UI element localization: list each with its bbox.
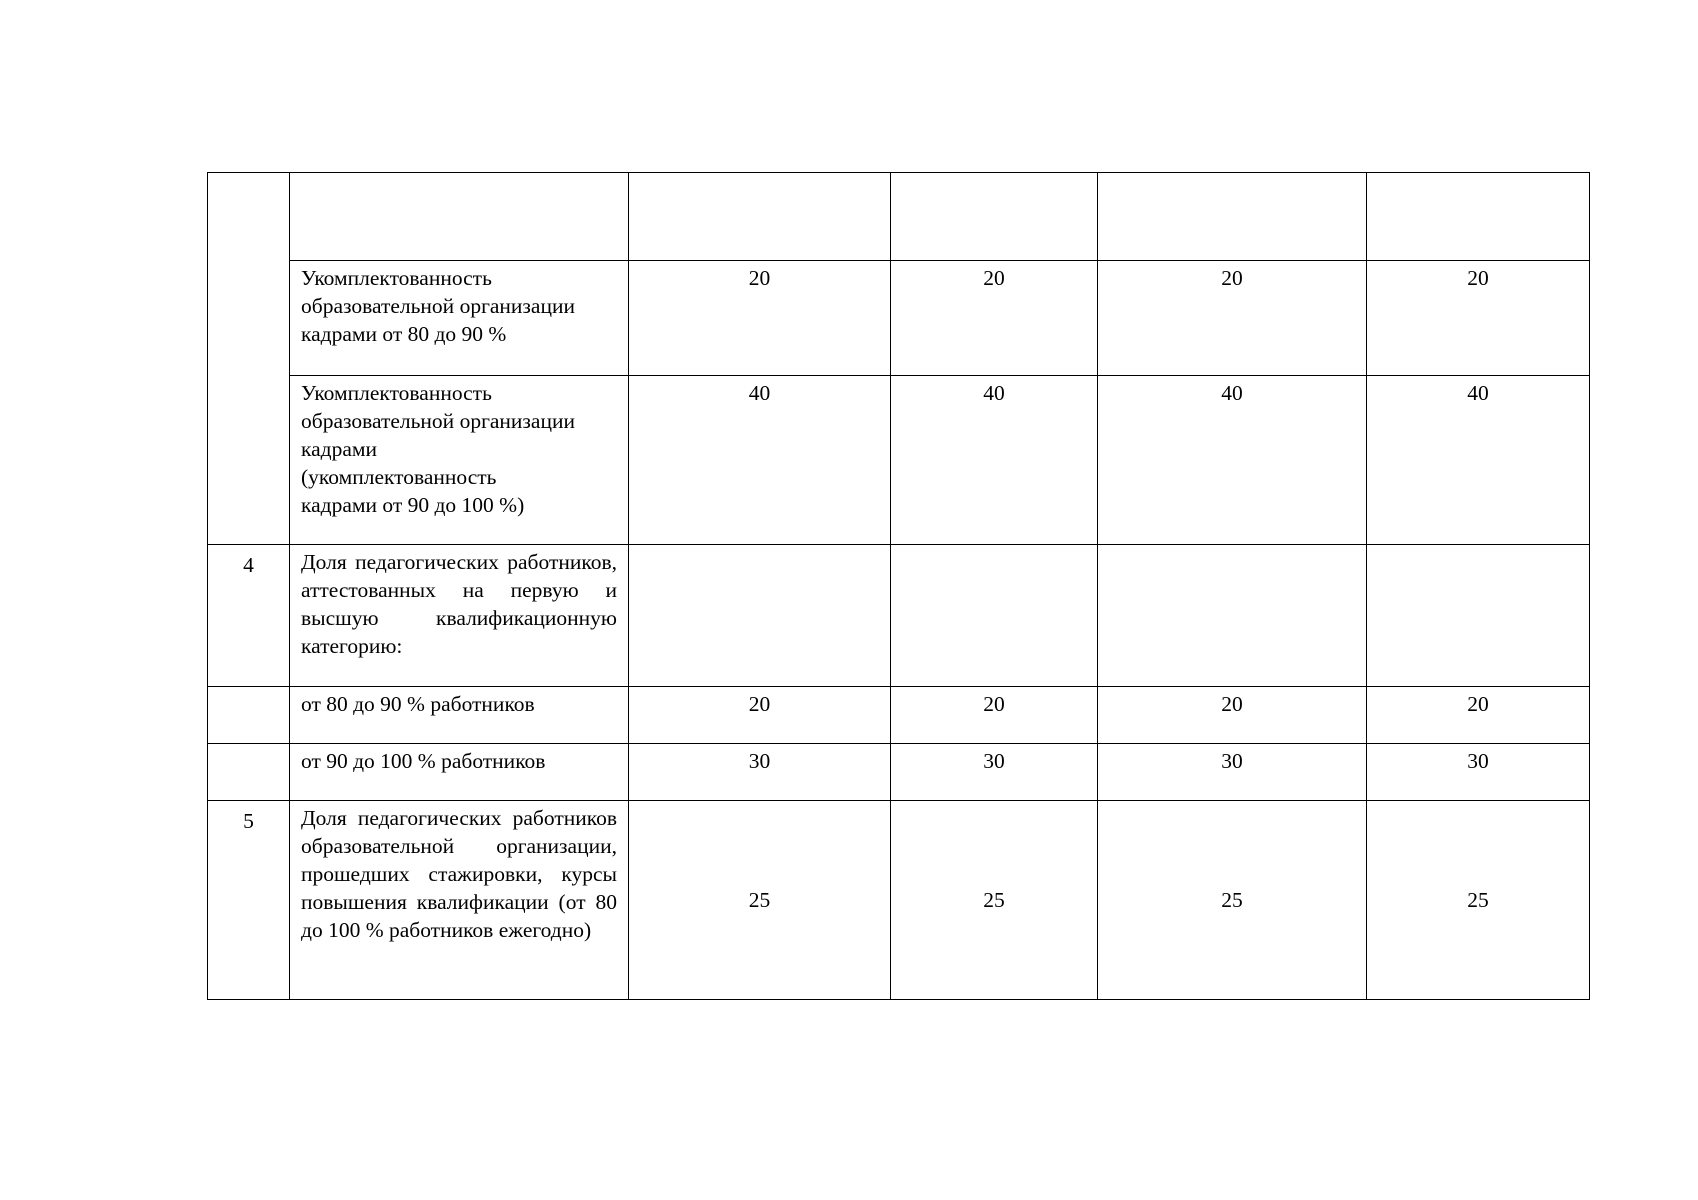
- value-cell: 20: [1098, 687, 1367, 744]
- value-cell: 25: [629, 801, 891, 1000]
- value-cell: 40: [891, 376, 1098, 545]
- table-row: [208, 801, 1590, 1000]
- value-cell: [629, 173, 891, 261]
- value-cell: [1367, 173, 1590, 261]
- row-number-cell: [208, 744, 290, 801]
- row-number-cell: [208, 687, 290, 744]
- value-cell: [891, 173, 1098, 261]
- value-cell: [629, 545, 891, 687]
- value-cell: 20: [891, 687, 1098, 744]
- indicator-text: образовательной организации: [301, 409, 575, 433]
- indicator-text: Укомплектованность: [301, 266, 492, 290]
- table-row: [208, 744, 1590, 801]
- indicator-text: кадрами от 80 до 90 %: [301, 322, 507, 346]
- indicator-text: от 80 до 90 % работников: [301, 692, 535, 716]
- indicator-text: (укомплектованность: [301, 465, 497, 489]
- value-cell: 40: [1098, 376, 1367, 545]
- value-cell: 40: [629, 376, 891, 545]
- indicator-cell: [290, 687, 629, 744]
- value-cell: 40: [1367, 376, 1590, 545]
- indicator-cell: [290, 261, 629, 376]
- table-row: [208, 376, 1590, 545]
- indicator-text: кадрами: [301, 437, 378, 461]
- indicator-text: Доля педагогических работников образовательной организации, прошедших стажировки, курсы повышения квалификации (от 80 до 100 % работников ежегодно): [301, 806, 617, 942]
- row-number-cell: [208, 173, 290, 545]
- value-cell: 30: [891, 744, 1098, 801]
- value-cell: 25: [1367, 801, 1590, 1000]
- value-cell: 30: [1367, 744, 1590, 801]
- row-number-cell: 5: [208, 801, 290, 1000]
- row-number-cell: 4: [208, 545, 290, 687]
- value-cell: [1098, 173, 1367, 261]
- value-cell: 20: [1367, 687, 1590, 744]
- indicator-text: Доля педагогических работников, аттестованных на первую и высшую квалификационную категорию:: [301, 550, 617, 658]
- value-cell: 20: [1367, 261, 1590, 376]
- table-row: [208, 545, 1590, 687]
- indicator-cell: [290, 173, 629, 261]
- indicator-text: образовательной организации: [301, 294, 575, 318]
- value-cell: 25: [1098, 801, 1367, 1000]
- value-cell: [1367, 545, 1590, 687]
- indicator-cell: [290, 376, 629, 545]
- indicator-cell: [290, 801, 629, 1000]
- table-row: [208, 687, 1590, 744]
- indicator-text: кадрами от 90 до 100 %): [301, 493, 525, 517]
- value-cell: 20: [1098, 261, 1367, 376]
- indicator-cell: [290, 744, 629, 801]
- table-row: [208, 261, 1590, 376]
- indicators-table: [207, 172, 1590, 1000]
- value-cell: 25: [891, 801, 1098, 1000]
- table-row: [208, 173, 1590, 261]
- value-cell: 20: [629, 261, 891, 376]
- value-cell: [1098, 545, 1367, 687]
- value-cell: 30: [1098, 744, 1367, 801]
- indicator-text: Укомплектованность: [301, 381, 492, 405]
- value-cell: [891, 545, 1098, 687]
- value-cell: 30: [629, 744, 891, 801]
- indicator-text: от 90 до 100 % работников: [301, 749, 546, 773]
- value-cell: 20: [891, 261, 1098, 376]
- value-cell: 20: [629, 687, 891, 744]
- indicator-cell: [290, 545, 629, 687]
